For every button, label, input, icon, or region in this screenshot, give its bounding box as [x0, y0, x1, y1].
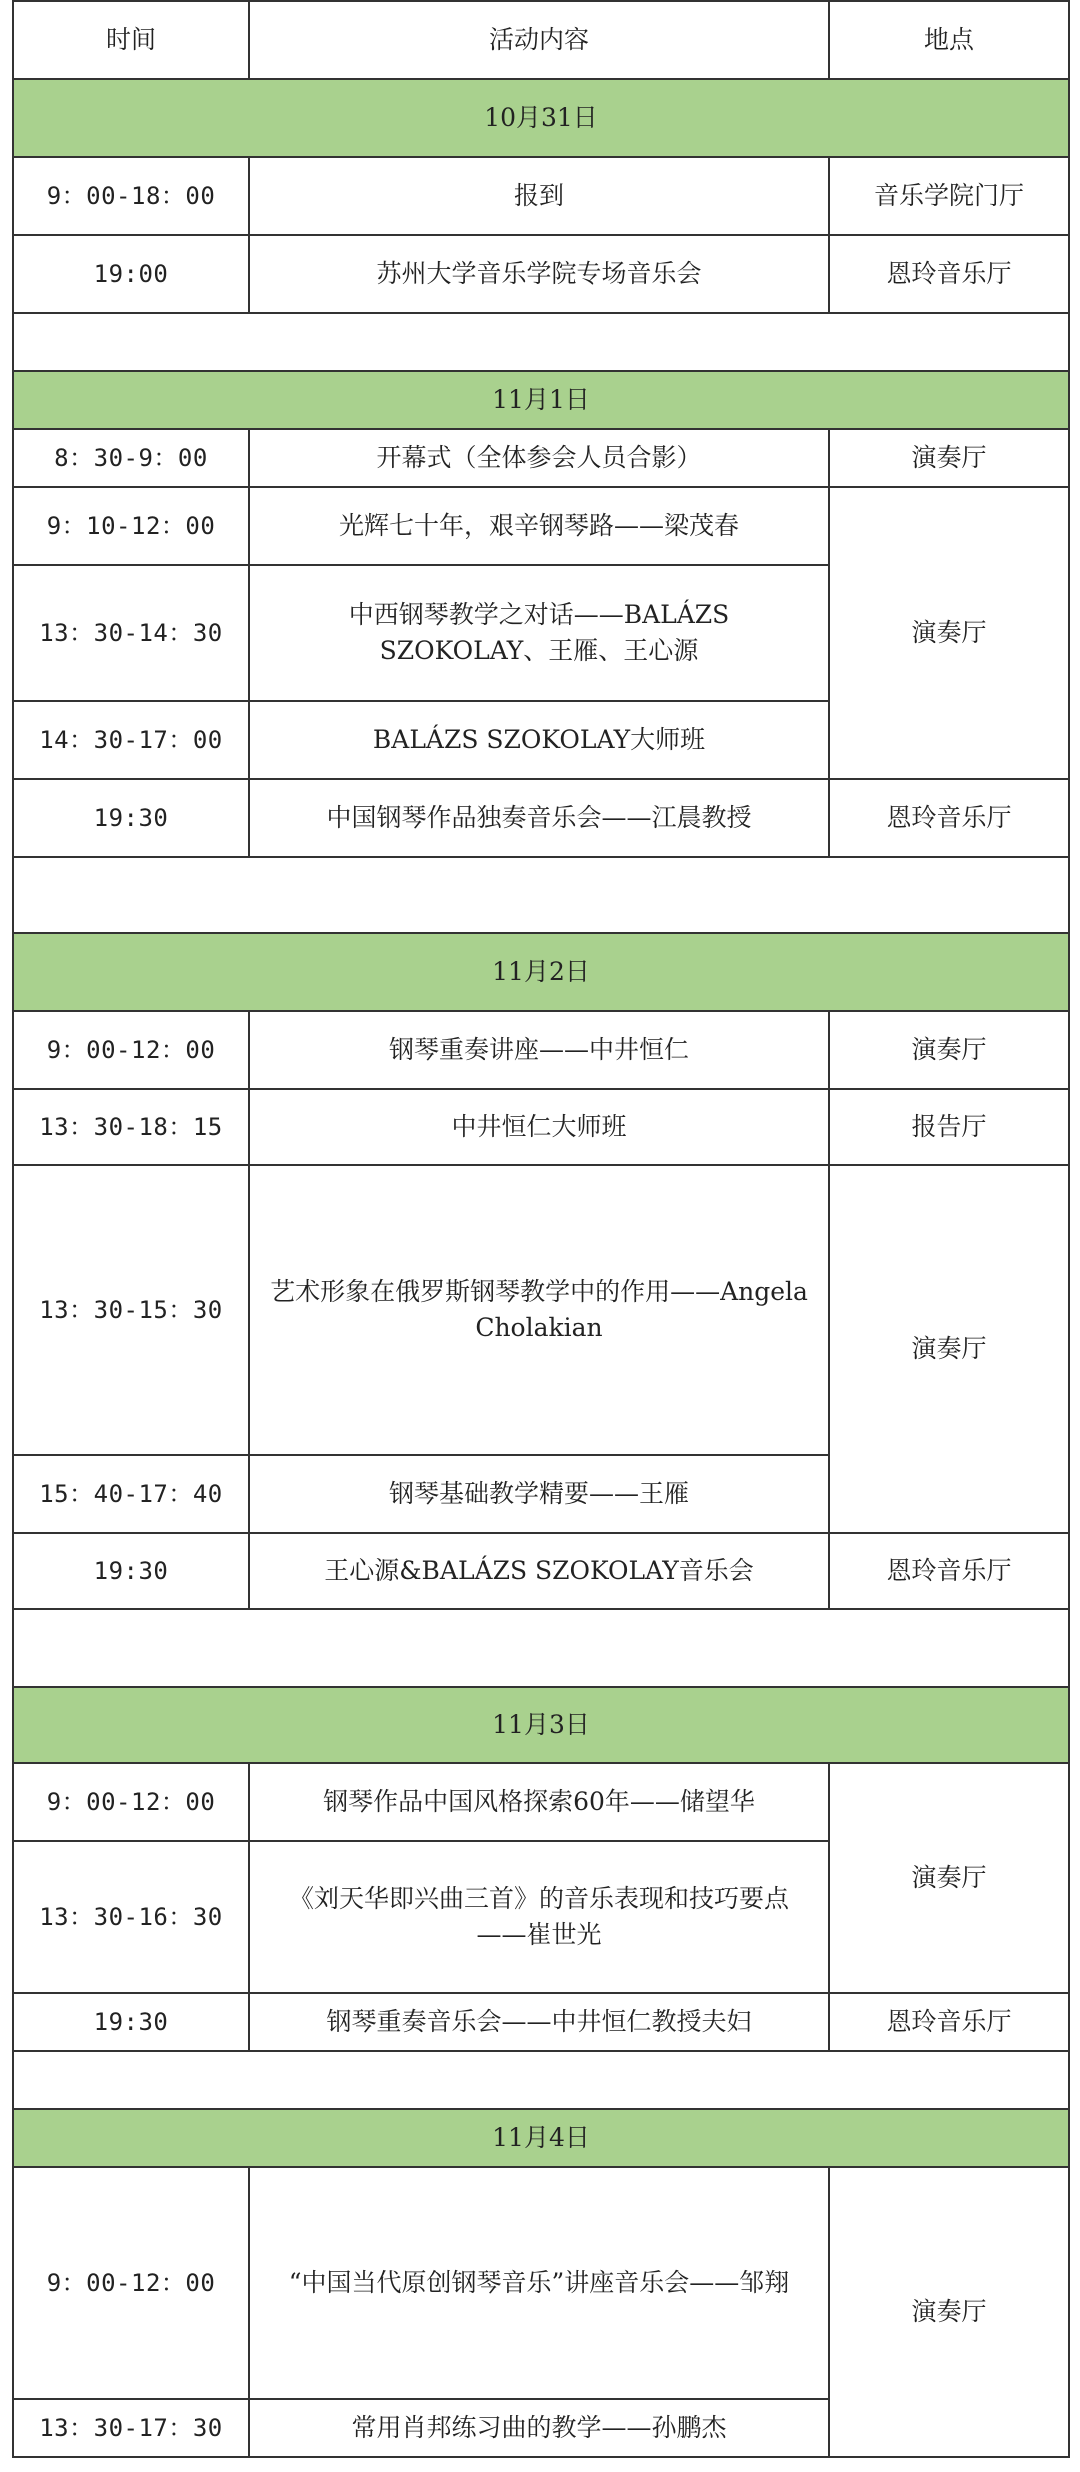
event-place: 恩玲音乐厅	[829, 1533, 1069, 1609]
event-time: 13：30-15：30	[13, 1165, 249, 1455]
event-time: 8：30-9：00	[13, 429, 249, 487]
event-place: 报告厅	[829, 1089, 1069, 1165]
event-content: 开幕式（全体参会人员合影）	[249, 429, 829, 487]
event-place: 演奏厅	[829, 487, 1069, 779]
event-time: 19:30	[13, 779, 249, 857]
event-time: 9：00-12：00	[13, 1763, 249, 1841]
spacer-row	[13, 1609, 1069, 1687]
table-row	[13, 157, 1069, 235]
event-time: 9：00-18：00	[13, 157, 249, 235]
event-time: 13：30-14：30	[13, 565, 249, 701]
event-place: 演奏厅	[829, 429, 1069, 487]
header-content: 活动内容	[249, 1, 829, 79]
spacer-cell	[13, 1609, 1069, 1687]
event-content: “中国当代原创钢琴音乐”讲座音乐会——邹翔	[249, 2167, 829, 2399]
event-time: 9：00-12：00	[13, 2167, 249, 2399]
event-time: 9：10-12：00	[13, 487, 249, 565]
header-time: 时间	[13, 1, 249, 79]
event-content: 钢琴重奏讲座——中井恒仁	[249, 1011, 829, 1089]
table-row	[13, 1533, 1069, 1609]
table-row	[13, 429, 1069, 487]
header-place: 地点	[829, 1, 1069, 79]
schedule-table	[12, 0, 1070, 2458]
event-place: 恩玲音乐厅	[829, 779, 1069, 857]
event-content: 中国钢琴作品独奏音乐会——江晨教授	[249, 779, 829, 857]
table-row	[13, 1993, 1069, 2051]
table-row	[13, 779, 1069, 857]
date-row-oct31	[13, 79, 1069, 157]
event-content: 常用肖邦练习曲的教学——孙鹏杰	[249, 2399, 829, 2457]
event-content: 王心源&BALÁZS SZOKOLAY音乐会	[249, 1533, 829, 1609]
event-time: 13：30-16：30	[13, 1841, 249, 1993]
event-time: 13：30-18：15	[13, 1089, 249, 1165]
table-row	[13, 487, 1069, 565]
table-row	[13, 235, 1069, 313]
event-content: 光辉七十年，艰辛钢琴路——梁茂春	[249, 487, 829, 565]
date-label: 11月2日	[13, 933, 1069, 1011]
event-time: 14：30-17：00	[13, 701, 249, 779]
event-time: 19:30	[13, 1993, 249, 2051]
event-place: 演奏厅	[829, 2167, 1069, 2457]
date-row-nov3	[13, 1687, 1069, 1763]
date-row-nov2	[13, 933, 1069, 1011]
event-place: 演奏厅	[829, 1011, 1069, 1089]
table-row	[13, 1089, 1069, 1165]
table-header-row	[13, 1, 1069, 79]
table-row	[13, 1763, 1069, 1841]
spacer-row	[13, 2051, 1069, 2109]
event-place: 恩玲音乐厅	[829, 235, 1069, 313]
spacer-cell	[13, 313, 1069, 371]
event-time: 19:30	[13, 1533, 249, 1609]
event-content: 《刘天华即兴曲三首》的音乐表现和技巧要点——崔世光	[249, 1841, 829, 1993]
event-time: 13：30-17：30	[13, 2399, 249, 2457]
table-row	[13, 1011, 1069, 1089]
event-content: 报到	[249, 157, 829, 235]
event-place: 音乐学院门厅	[829, 157, 1069, 235]
date-label: 11月1日	[13, 371, 1069, 429]
event-content: 苏州大学音乐学院专场音乐会	[249, 235, 829, 313]
spacer-cell	[13, 2051, 1069, 2109]
spacer-cell	[13, 857, 1069, 933]
date-row-nov4	[13, 2109, 1069, 2167]
table-row	[13, 2167, 1069, 2399]
event-place: 演奏厅	[829, 1165, 1069, 1533]
event-time: 15：40-17：40	[13, 1455, 249, 1533]
event-place: 演奏厅	[829, 1763, 1069, 1993]
event-content: 艺术形象在俄罗斯钢琴教学中的作用——Angela Cholakian	[249, 1165, 829, 1455]
event-content: BALÁZS SZOKOLAY大师班	[249, 701, 829, 779]
spacer-row	[13, 313, 1069, 371]
event-content: 钢琴作品中国风格探索60年——储望华	[249, 1763, 829, 1841]
event-time: 9：00-12：00	[13, 1011, 249, 1089]
event-content: 中井恒仁大师班	[249, 1089, 829, 1165]
date-label: 10月31日	[13, 79, 1069, 157]
table-row	[13, 1165, 1069, 1455]
event-time: 19:00	[13, 235, 249, 313]
event-content: 钢琴基础教学精要——王雁	[249, 1455, 829, 1533]
event-place: 恩玲音乐厅	[829, 1993, 1069, 2051]
event-content: 中西钢琴教学之对话——BALÁZS SZOKOLAY、王雁、王心源	[249, 565, 829, 701]
date-label: 11月4日	[13, 2109, 1069, 2167]
date-label: 11月3日	[13, 1687, 1069, 1763]
date-row-nov1	[13, 371, 1069, 429]
event-content: 钢琴重奏音乐会——中井恒仁教授夫妇	[249, 1993, 829, 2051]
spacer-row	[13, 857, 1069, 933]
